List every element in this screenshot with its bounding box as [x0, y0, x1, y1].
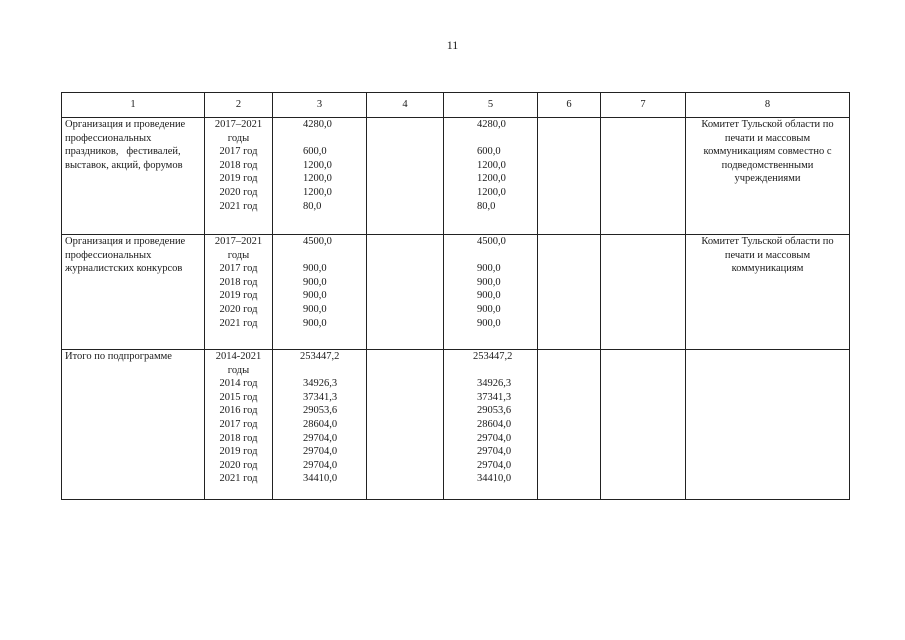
amount-value: 29704,0 [303, 459, 338, 471]
period-line: 2015 год [219, 391, 258, 403]
amount-value: 80,0 [303, 200, 322, 212]
activity-name-line: Организация и проведение [65, 119, 186, 130]
period-line: 2018 год [219, 276, 258, 288]
amount-value: 34926,3 [303, 378, 338, 390]
executor-line: коммуникациям совместно с [703, 146, 832, 158]
amount-value: 1200,0 [303, 186, 332, 198]
amount-value: 4280,0 [303, 119, 332, 130]
empty-cell [367, 350, 444, 500]
amount-value: 900,0 [477, 290, 501, 302]
activity-name-cell [62, 235, 205, 350]
period-line: 2014-2021 [215, 351, 262, 362]
amount-value: 34410,0 [303, 473, 338, 485]
amount-value: 29704,0 [303, 446, 338, 458]
period-line: 2021 год [219, 473, 258, 485]
activity-name-cell [62, 118, 205, 235]
executor-line: Комитет Тульской области по [701, 236, 834, 247]
amount-value: 28604,0 [477, 418, 512, 430]
period-line: 2019 год [219, 290, 258, 302]
empty-cell [538, 118, 601, 235]
amount-value: 34926,3 [477, 378, 512, 390]
header-cell: 7 [601, 93, 686, 118]
amount-value: 600,0 [477, 146, 501, 158]
period-line: 2017 год [219, 263, 258, 275]
period-line: 2021 год [219, 200, 258, 212]
empty-cell [538, 350, 601, 500]
header-cell: 4 [367, 93, 444, 118]
amount-value: 1200,0 [477, 159, 506, 171]
page-number: 11 [446, 38, 459, 52]
table-row [62, 235, 850, 350]
executor-line: учреждениями [734, 173, 801, 185]
executor-line: подведомственными [721, 159, 814, 171]
period-line: 2017 год [219, 146, 258, 158]
amount-value: 253447,2 [300, 351, 340, 362]
amount-value: 29704,0 [303, 432, 338, 444]
header-cell: 5 [444, 93, 538, 118]
period-cell [205, 350, 273, 500]
period-line: 2017–2021 [214, 119, 263, 130]
regional-amount-cell [444, 118, 538, 235]
empty-cell [367, 118, 444, 235]
period-line: 2017–2021 [214, 236, 263, 247]
header-cell: 6 [538, 93, 601, 118]
header-row [62, 93, 850, 118]
amount-value [447, 132, 534, 146]
period-line: 2019 год [219, 173, 258, 185]
period-line: годы [227, 364, 250, 376]
period-line: 2021 год [219, 317, 258, 329]
activity-name-line: профессиональных [65, 132, 152, 144]
empty-cell [601, 118, 686, 235]
period-cell [205, 118, 273, 235]
amount-value: 28604,0 [303, 418, 338, 430]
table-row [62, 350, 850, 500]
activity-name-line: праздников, фестивалей, [65, 146, 181, 158]
amount-value: 29704,0 [477, 459, 512, 471]
amount-value: 900,0 [303, 276, 327, 288]
period-line: 2020 год [219, 459, 258, 471]
period-cell [205, 235, 273, 350]
total-amount-cell [273, 235, 367, 350]
amount-value: 1200,0 [477, 173, 506, 185]
amount-value: 900,0 [477, 317, 501, 329]
executor-cell [686, 118, 850, 235]
header-cell: 2 [205, 93, 273, 118]
amount-value: 29053,6 [477, 405, 512, 417]
activity-name-cell [62, 350, 205, 500]
amount-value: 900,0 [477, 276, 501, 288]
header-cell: 3 [273, 93, 367, 118]
amount-value: 900,0 [477, 263, 501, 275]
activity-name-line: Организация и проведение [65, 236, 186, 247]
amount-value: 4280,0 [477, 119, 506, 130]
amount-value: 1200,0 [303, 173, 332, 185]
amount-value: 4500,0 [303, 236, 332, 247]
amount-value: 37341,3 [477, 391, 512, 403]
header-cell: 8 [686, 93, 850, 118]
amount-value: 1200,0 [477, 186, 506, 198]
amount-value: 1200,0 [303, 159, 332, 171]
period-line: 2019 год [219, 446, 258, 458]
executor-line: коммуникациям [731, 263, 804, 275]
executor-cell [686, 350, 850, 500]
amount-value: 34410,0 [477, 473, 512, 485]
total-amount-cell [273, 118, 367, 235]
period-line: годы [227, 249, 250, 261]
activity-name-line: журналистских конкурсов [65, 263, 183, 275]
period-line: 2018 год [219, 159, 258, 171]
period-line: 2014 год [219, 378, 258, 390]
amount-value: 253447,2 [473, 351, 513, 362]
amount-value: 29704,0 [477, 432, 512, 444]
period-line: 2020 год [219, 186, 258, 198]
period-line: 2016 год [219, 405, 258, 417]
header-cell: 1 [62, 93, 205, 118]
activity-name-line: профессиональных [65, 249, 152, 261]
empty-cell [367, 235, 444, 350]
executor-cell [686, 235, 850, 350]
regional-amount-cell [444, 350, 538, 500]
amount-value: 600,0 [303, 146, 327, 158]
empty-cell [538, 235, 601, 350]
period-line: 2018 год [219, 432, 258, 444]
total-amount-cell [273, 350, 367, 500]
regional-amount-cell [444, 235, 538, 350]
amount-value: 900,0 [303, 263, 327, 275]
amount-value [276, 132, 363, 146]
executor-line: печати и массовым [724, 249, 811, 261]
amount-value [447, 249, 534, 263]
period-line: годы [227, 132, 250, 144]
period-line: 2017 год [219, 418, 258, 430]
amount-value: 4500,0 [477, 236, 506, 247]
amount-value: 37341,3 [303, 391, 338, 403]
amount-value [276, 249, 363, 263]
amount-value: 900,0 [303, 303, 327, 315]
amount-value: 900,0 [303, 290, 327, 302]
amount-value: 29704,0 [477, 446, 512, 458]
empty-cell [601, 350, 686, 500]
executor-line: печати и массовым [724, 132, 811, 144]
period-line: 2020 год [219, 303, 258, 315]
budget-table [61, 92, 850, 500]
amount-value [447, 364, 534, 378]
amount-value: 900,0 [303, 317, 327, 329]
amount-value [276, 364, 363, 378]
empty-cell [601, 235, 686, 350]
amount-value: 900,0 [477, 303, 501, 315]
executor-line: Комитет Тульской области по [701, 119, 834, 130]
table-row [62, 118, 850, 235]
amount-value: 29053,6 [303, 405, 338, 417]
activity-name-line: выставок, акций, форумов [65, 159, 183, 171]
activity-name-line: Итого по подпрограмме [65, 351, 172, 362]
amount-value: 80,0 [477, 200, 496, 212]
